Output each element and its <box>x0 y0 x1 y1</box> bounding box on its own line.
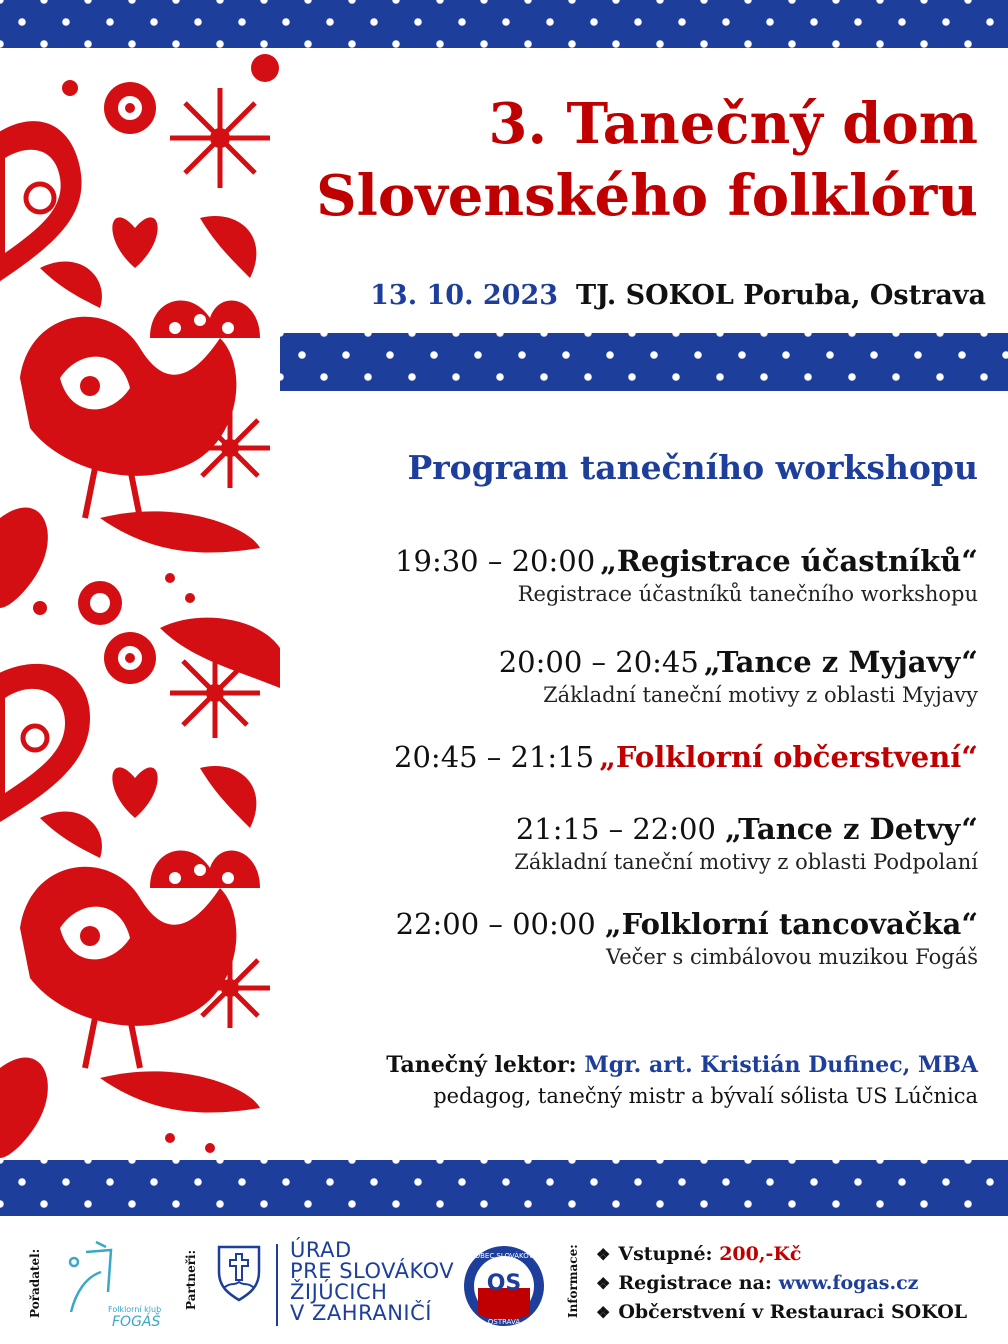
partner-divider <box>276 1244 278 1326</box>
partners-label: Partneři: <box>184 1249 198 1310</box>
urad-line: ŽIJÚCICH <box>290 1280 388 1304</box>
obec-top-text: OBEC SLOVÁKOV <box>474 1252 534 1260</box>
item-name: „Registrace účastníků“ <box>600 544 978 578</box>
program-heading: Program tanečního workshopu <box>407 448 978 487</box>
lector-block <box>386 1052 978 1108</box>
event-date: 13. 10. 2023 <box>370 280 559 311</box>
item-time: 21:15 – 22:00 <box>515 812 726 846</box>
entry-label: Vstupné: <box>618 1243 713 1265</box>
item-name: „Tance z Myjavy“ <box>703 645 978 679</box>
urad-line: ÚRAD <box>290 1238 352 1262</box>
entry-value: 200,-Kč <box>719 1243 802 1265</box>
lector-bio: pedagog, tanečný mistr a bývalí sólista US Lúčnica <box>433 1084 978 1108</box>
item-time: 19:30 – 20:00 <box>395 544 596 578</box>
diamond-bullet-icon: ❖ <box>596 1303 611 1322</box>
refreshment-text: Občerstvení v Restauraci SOKOL <box>618 1301 968 1323</box>
info-list <box>596 1240 967 1327</box>
program-item <box>394 740 978 774</box>
item-time: 20:00 – 20:45 <box>498 645 699 679</box>
diamond-bullet-icon: ❖ <box>596 1245 611 1264</box>
urad-line: V ZAHRANIČÍ <box>290 1301 432 1325</box>
title-line-2: Slovenského folklóru <box>316 163 978 229</box>
info-refreshment-row <box>596 1298 967 1327</box>
item-name: „Folklorní občerstvení“ <box>599 740 978 774</box>
top-dotted-band <box>0 0 1008 48</box>
program-item <box>499 645 978 707</box>
info-registration-row <box>596 1269 967 1298</box>
organizer-label: Pořadatel: <box>28 1248 42 1318</box>
lector-label: Tanečný lektor: <box>386 1052 577 1078</box>
item-time: 20:45 – 21:15 <box>394 740 595 774</box>
folk-pattern-panel <box>0 48 280 1160</box>
fogas-logo-big-text: FOGÁŠ <box>112 1314 161 1330</box>
registration-link[interactable]: www.fogas.cz <box>778 1272 919 1294</box>
item-description: Základní taneční motivy z oblasti Podpolaní <box>514 850 978 874</box>
obec-slovakov-logo <box>462 1244 546 1328</box>
lector-name: Mgr. art. Kristián Dufinec, MBA <box>584 1052 978 1078</box>
item-name: „Folklorní tancovačka“ <box>604 907 978 941</box>
program-item <box>514 812 978 874</box>
item-description: Registrace účastníků tanečního workshopu <box>517 582 978 606</box>
urad-logo-text <box>290 1240 454 1324</box>
urad-line: PRE SLOVÁKOV <box>290 1259 455 1283</box>
item-description: Základní taneční motivy z oblasti Myjavy <box>543 683 978 707</box>
program-item <box>395 544 978 606</box>
info-entry-row <box>596 1240 967 1269</box>
date-venue-line <box>370 280 986 311</box>
obec-mid-text: OS <box>486 1271 522 1296</box>
slovak-emblem-icon <box>214 1242 264 1302</box>
program-item <box>396 907 978 969</box>
event-venue: TJ. SOKOL Poruba, Ostrava <box>576 280 986 311</box>
item-time: 22:00 – 00:00 <box>395 907 605 941</box>
fogas-logo-small-text: Folklorní klub <box>108 1305 162 1314</box>
title-line-1: 3. Tanečný dom <box>488 91 978 157</box>
registration-label: Registrace na: <box>618 1272 772 1294</box>
item-name: „Tance z Detvy“ <box>725 812 978 846</box>
bottom-dotted-band <box>0 1160 1008 1216</box>
folk-ornament-illustration <box>0 48 280 1160</box>
info-label: Informace: <box>566 1244 580 1318</box>
item-description: Večer s cimbálovou muzikou Fogáš <box>605 945 978 969</box>
fogas-logo <box>56 1232 166 1332</box>
obec-bottom-text: OSTRAVA <box>487 1318 521 1326</box>
middle-dotted-band <box>280 333 1008 391</box>
diamond-bullet-icon: ❖ <box>596 1274 611 1293</box>
